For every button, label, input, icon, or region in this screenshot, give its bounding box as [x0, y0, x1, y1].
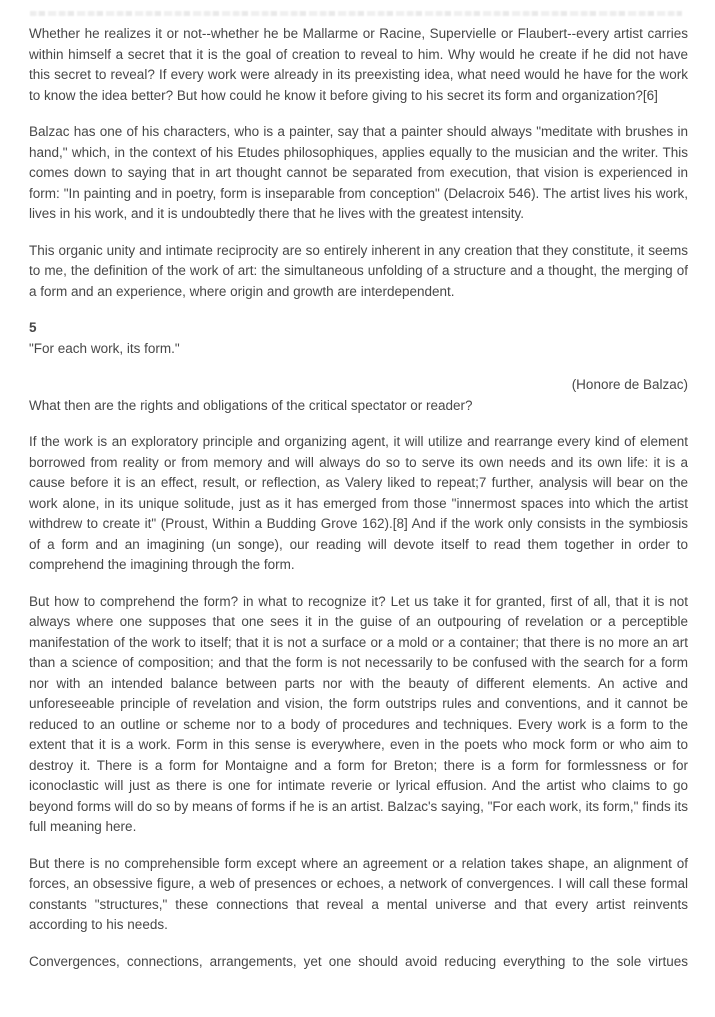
section-heading: 5 — [29, 320, 37, 335]
paragraph: This organic unity and intimate reciprocity are so entirely inherent in any creation that they constitute, it seems to me, the definition of the work of art: the simultaneous unfolding of a structure and a thought, the merging of a form and an experience, where origin and growth are interdependent. — [29, 242, 688, 299]
clipped-text-remnant — [30, 11, 682, 16]
paragraph: Whether he realizes it or not--whether he be Mallarme or Racine, Supervielle or Flaubert--every artist carries within himself a secret that it is the goal of creation to reveal to him. Why would he create if he did not have this secret to reveal? If every work were already in its preexisting idea, what need would he have for the work to know the idea better? But how could he know it before giving to his secret its form and organization?[6] — [29, 26, 688, 103]
paragraph: But how to comprehend the form? in what to recognize it? Let us take it for granted, first of all, that it is not always where one supposes that one sees it in the guise of an outpouring of revelation or a perceptible manifestation of the work to itself; that it is not a surface or a mold or a container; that there is no more an art than a science of composition; and that the form is not necessarily to be confused with the search for a form nor with an intended balance between parts nor with the beauty of different elements. An active and unforeseeable principle of revelation and vision, the form outstrips rules and conventions, and it cannot be reduced to an outline or scheme nor to a body of procedures and techniques. Every work is a form to the extent that it is a work. Form in this sense is everywhere, even in the poets who mock form or who aim to destroy it. There is a form for Montaigne and a form for Breton; there is a form for formlessness or for iconoclastic will just as there is one for intimate reverie or lyrical effusion. And the artist who claims to go beyond forms will do so by means of forms if he is an artist. Balzac's saying, "For each work, its form," finds its full meaning here. — [29, 593, 688, 834]
partial-paragraph: Convergences, connections, arrangements, yet one should avoid reducing everything to the sole virtues — [29, 953, 688, 969]
paragraph: But there is no comprehensible form except where an agreement or a relation takes shape, an alignment of forces, an obsessive figure, a web of presences or echoes, a network of convergences. I will call these formal constants "structures," these connections that reveal a mental universe and that every artist reinvents according to his needs. — [29, 855, 688, 932]
question-line: What then are the rights and obligations of the critical spectator or reader? — [29, 397, 473, 413]
attribution-line: (Honore de Balzac) — [571, 377, 688, 392]
paragraph: Balzac has one of his characters, who is a painter, say that a painter should always "meditate with brushes in hand," which, in the context of his Etudes philosophiques, applies equally to the musician and the writer. This comes down to saying that in art thought cannot be separated from execution, that vision is experienced in form: "In painting and in poetry, form is inseparable from conception" (Delacroix 546). The artist lives his work, lives in his work, and it is undoubtedly there that he lives with the greatest intensity. — [29, 124, 688, 221]
paragraph: If the work is an exploratory principle and organizing agent, it will utilize and rearrange every kind of element borrowed from reality or from memory and will always do so to serve its own needs and its own life: it is a cause before it is an effect, result, or reflection, as Valery liked to repeat;7 further, analysis will bear on the work alone, in its unique solitude, just as it has emerged from those "innermost spaces into which the artist withdrew to create it" (Proust, Within a Budding Grove 162).[8] And if the work only consists in the symbiosis of a form and an imagining (un songe), our reading will devote itself to read them together in order to comprehend the imagining through the form. — [29, 434, 688, 572]
quote-line: "For each work, its form." — [29, 340, 180, 356]
